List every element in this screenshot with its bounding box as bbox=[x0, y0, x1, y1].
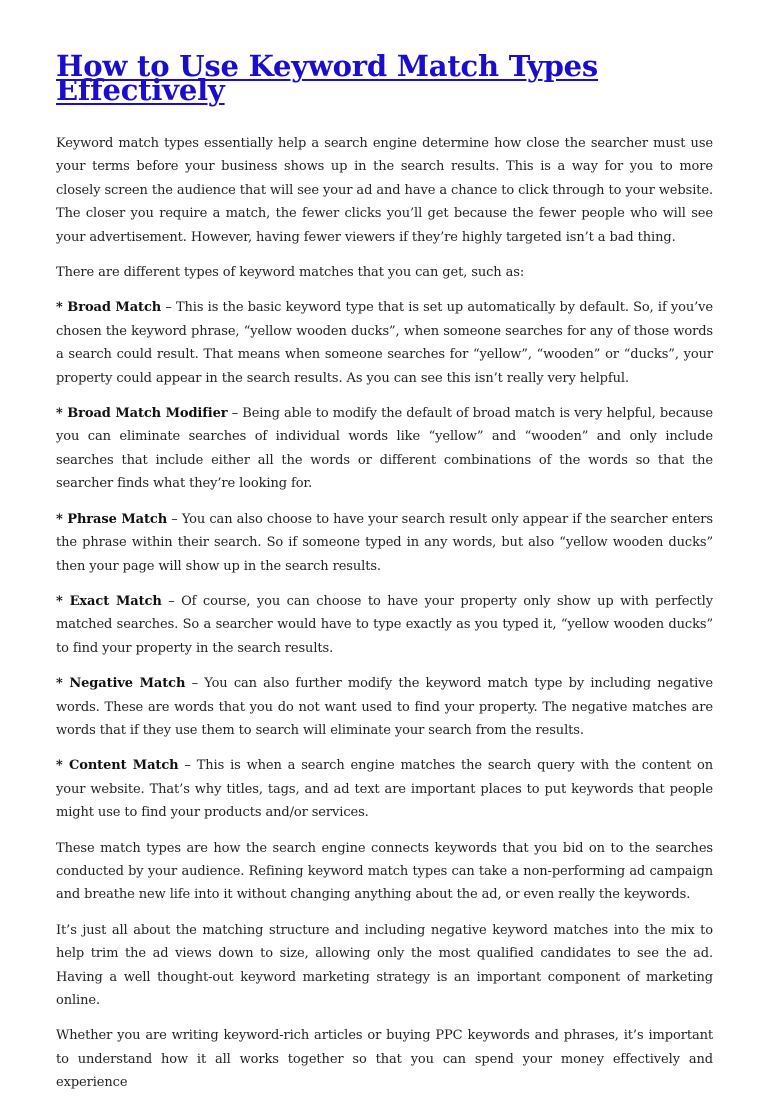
intro-paragraph-2: There are different types of keyword matches that you can get, such as: bbox=[56, 265, 525, 281]
negative-match-description: – You can also further modify the keyword match type by including negative words. These are words that you do not want used to find your property. The negative matches are words that if they use them to search will eliminate your search from the results. bbox=[56, 676, 713, 738]
article-body bbox=[56, 132, 713, 1095]
broad-match-modifier-paragraph bbox=[56, 402, 713, 496]
phrase-match-paragraph bbox=[56, 508, 713, 578]
broad-match-modifier-term: * Broad Match Modifier bbox=[56, 406, 228, 422]
negative-match-paragraph bbox=[56, 672, 713, 742]
closing-paragraph-3: Whether you are writing keyword-rich articles or buying PPC keywords and phrases, it’s important to understand how it all works together so that you can spend your money effectively and experience bbox=[56, 1028, 713, 1091]
closing-paragraph-1: These match types are how the search engine connects keywords that you bid on to the searches conducted by your audience. Refining keyword match types can take a non-performing ad campaign and breathe new life into it without changing anything about the ad, or even really the keywords. bbox=[56, 840, 713, 903]
content-match-term: * Content Match bbox=[56, 758, 179, 774]
broad-match-description: – This is the basic keyword type that is set up automatically by default. So, if you’ve chosen the keyword phrase, “yellow wooden ducks”, when someone searches for any of those words a search could result. That means when someone searches for “yellow”, “wooden” or “ducks”, your property could appear in the search results. As you can see this isn’t really very helpful. bbox=[56, 300, 713, 386]
content-match-paragraph bbox=[56, 754, 713, 824]
broad-match-term: * Broad Match bbox=[56, 300, 162, 316]
document-page bbox=[56, 49, 714, 1107]
phrase-match-term: * Phrase Match bbox=[56, 511, 168, 527]
exact-match-term: * Exact Match bbox=[56, 593, 162, 609]
article-title[interactable] bbox=[56, 49, 713, 107]
phrase-match-description: – You can also choose to have your search result only appear if the searcher enters the phrase within their search. So if someone typed in any words, but also “yellow wooden ducks” then your page will show up in the search results. bbox=[56, 511, 713, 574]
broad-match-modifier-description: – Being able to modify the default of broad match is very helpful, because you can eliminate searches of individual words like “yellow” and “wooden” and only include searches that include either all the words or different combinations of the words so that the searcher finds what they’re looking for. bbox=[56, 406, 714, 492]
exact-match-description: – Of course, you can choose to have your property only show up with perfectly matched searches. So a searcher would have to type exactly as you typed it, “yellow wooden ducks” to find your property in the search results. bbox=[56, 593, 713, 656]
negative-match-term: * Negative Match bbox=[56, 676, 186, 692]
content-match-description: – This is when a search engine matches the search query with the content on your website. That’s why titles, tags, and ad text are important places to put keywords that people might use to find your products and/or services. bbox=[56, 758, 713, 821]
intro-paragraph-1: Keyword match types essentially help a search engine determine how close the searcher must use your terms before your business shows up in the search results. This is a way for you to more closely screen the audience that will see your ad and have a chance to click through to your website. The closer you require a match, the fewer clicks you’ll get because the fewer people who will see your advertisement. However, having fewer viewers if they’re highly targeted isn’t a bad thing. bbox=[56, 136, 713, 245]
exact-match-paragraph bbox=[56, 590, 713, 660]
article-title-link[interactable]: How to Use Keyword Match Types Effectively bbox=[56, 49, 599, 107]
closing-paragraph-2: It’s just all about the matching structure and including negative keyword matches into the mix to help trim the ad views down to size, allowing only the most qualified candidates to see the ad. Having a well thought-out keyword marketing strategy is an important component of marketing online. bbox=[56, 922, 713, 1008]
broad-match-paragraph bbox=[56, 296, 713, 390]
